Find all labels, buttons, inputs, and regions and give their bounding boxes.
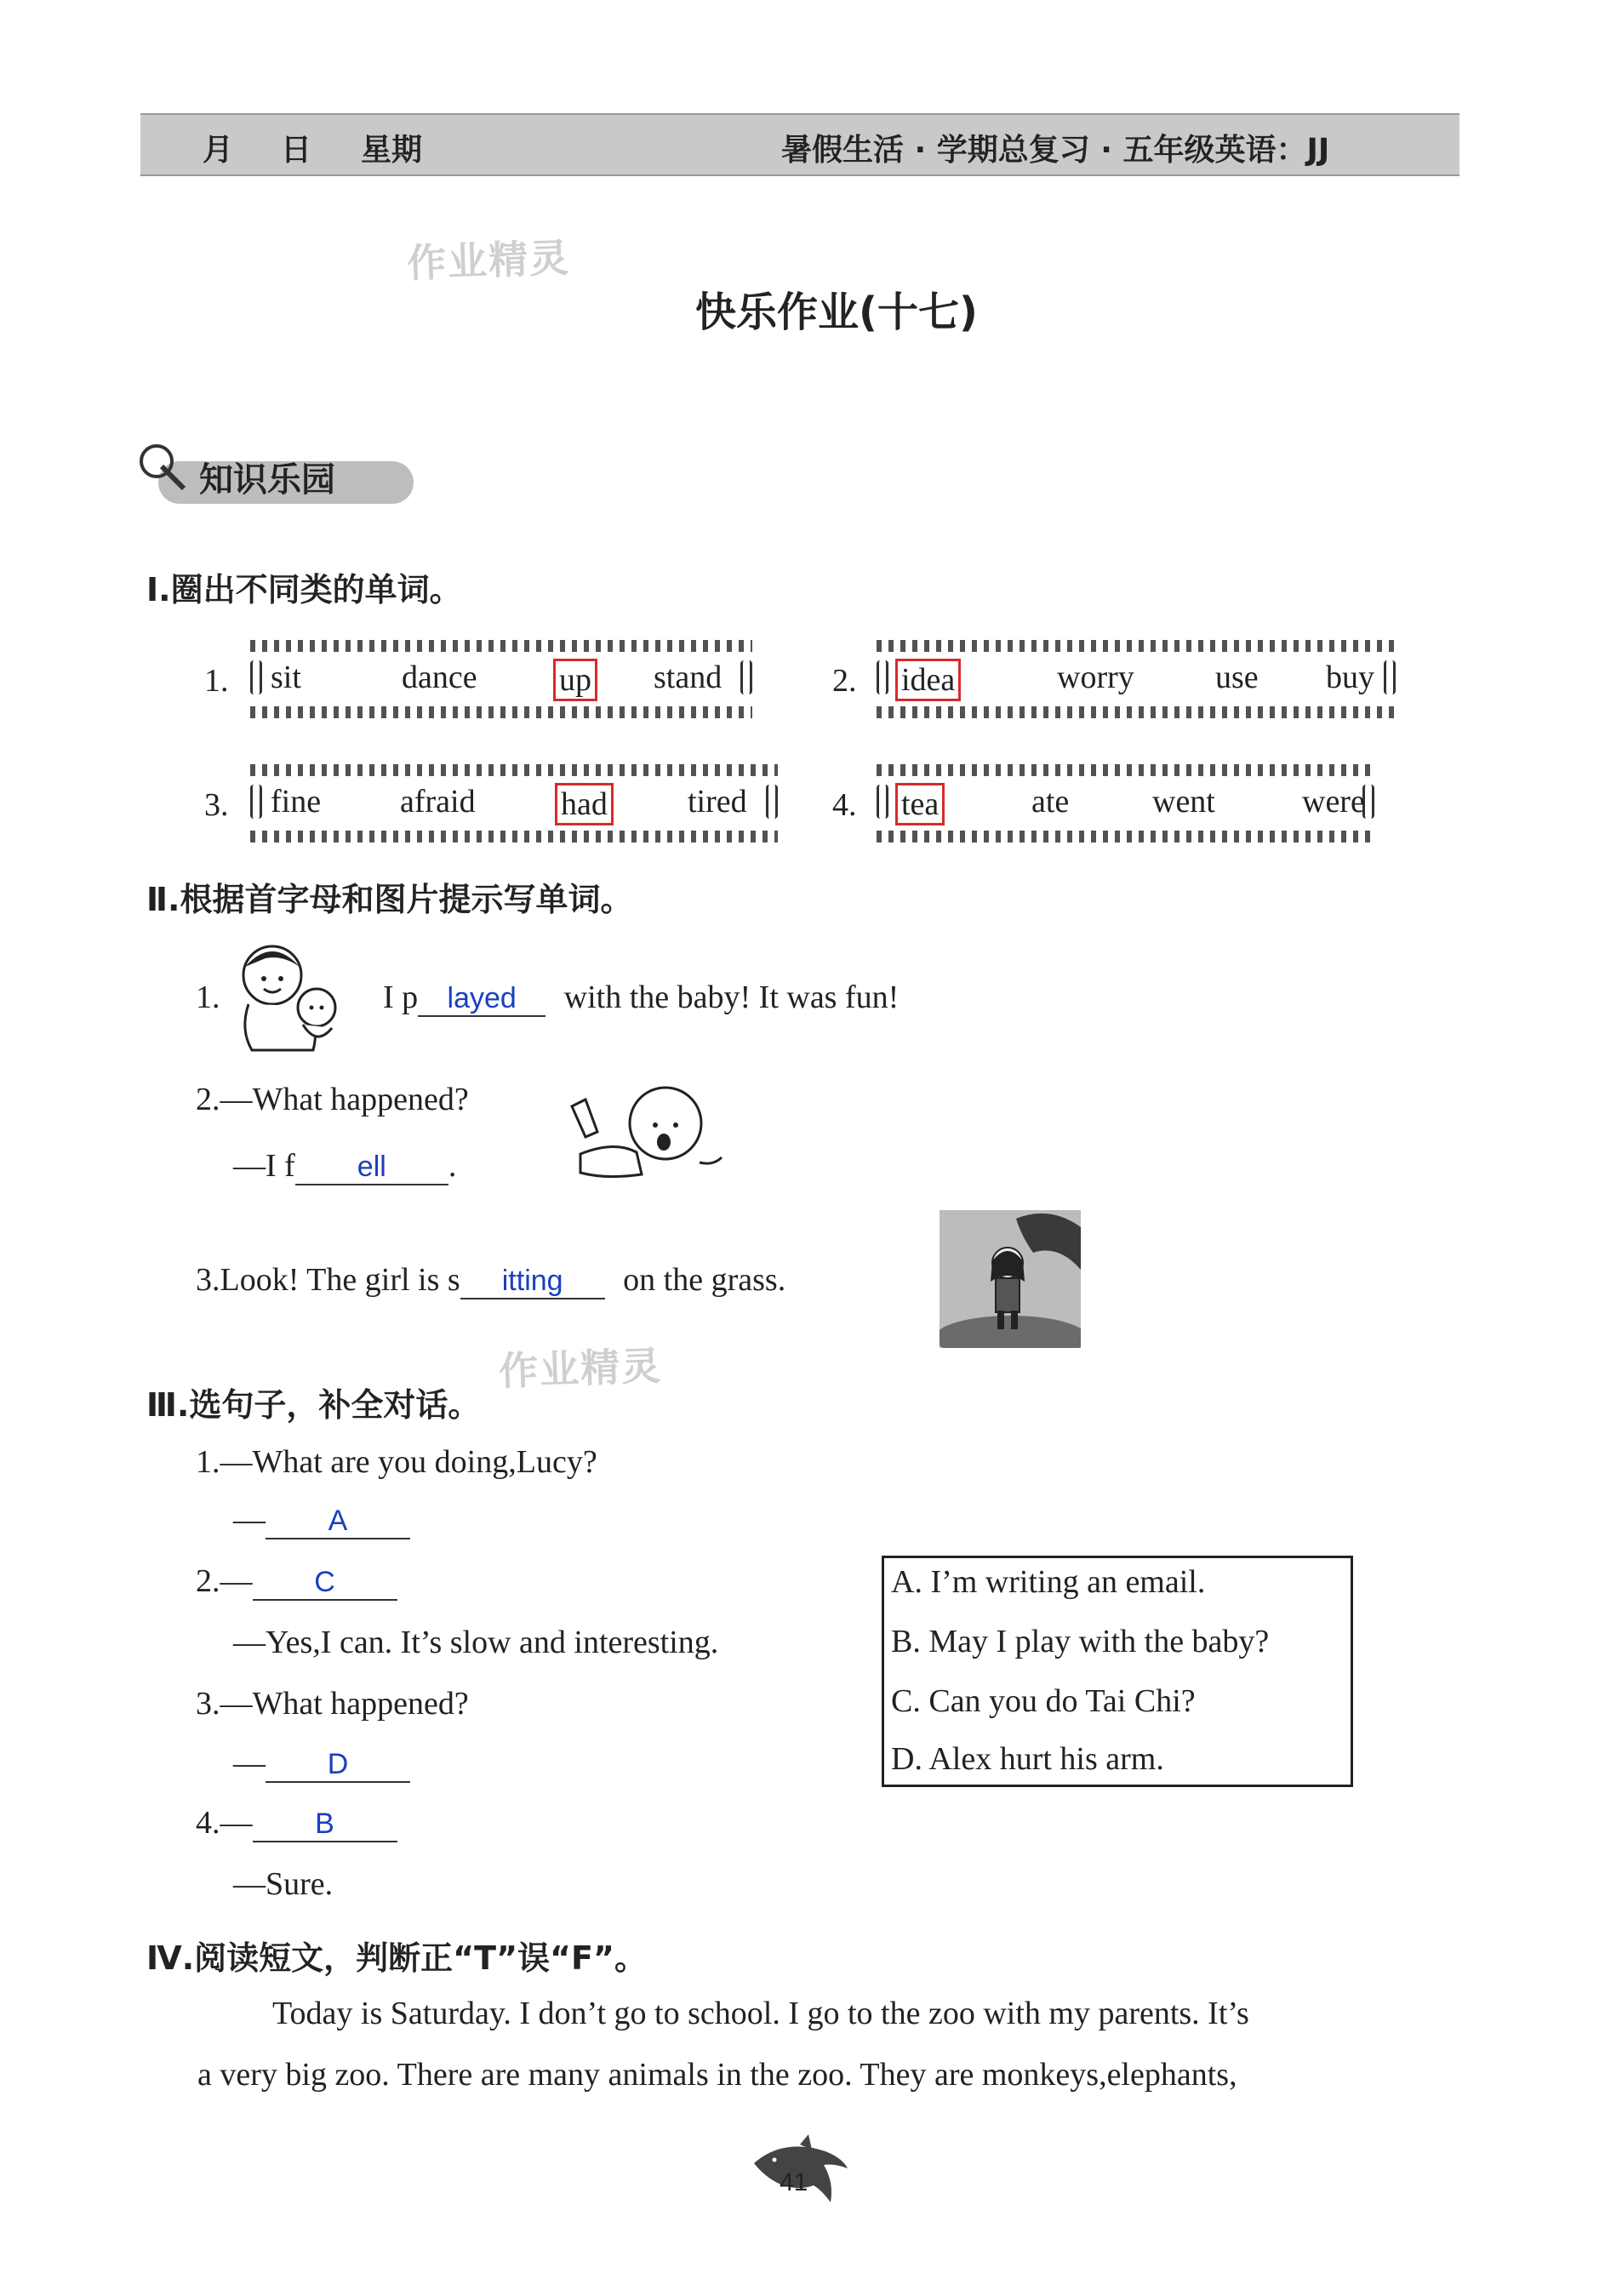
part1-num-4: 4.: [832, 787, 857, 823]
part3-q4-answer: B: [253, 1808, 397, 1842]
watermark-mid: 作业精灵: [498, 1342, 663, 1395]
part2-q2-before: —I f: [233, 1148, 295, 1184]
header-weekday: 星期: [361, 133, 423, 168]
part3-a3-answer: D: [266, 1748, 410, 1783]
part3-q4-num: 4.: [196, 1805, 220, 1841]
part2-q2-line2: [233, 1147, 456, 1185]
part3-q2-answer: C: [253, 1566, 397, 1601]
part2-q3-line: [196, 1261, 785, 1299]
word-3-3-circled: had: [555, 783, 614, 825]
word-group-1: [250, 640, 752, 718]
header-book-title: 暑假生活 · 学期总复习 · 五年级英语：JJ: [781, 133, 1330, 168]
part3-q2-reply: —Yes,I can. It’s slow and interesting.: [233, 1625, 719, 1660]
watermark-top: 作业精灵: [406, 234, 571, 287]
part3-q4: [196, 1804, 397, 1842]
options-box: [882, 1556, 1353, 1787]
part3-heading: Ⅲ.选句子，补全对话。: [146, 1386, 481, 1424]
part2-q1-answer: layed: [418, 982, 545, 1017]
word-4-4: were: [1302, 784, 1365, 820]
part2-heading: Ⅱ.根据首字母和图片提示写单词。: [146, 881, 633, 918]
part3-q1-num: 1.: [196, 1444, 220, 1480]
part2-q2-question: —What happened?: [220, 1082, 469, 1117]
part3-a1: [233, 1501, 410, 1539]
part2-q3-answer: itting: [460, 1265, 605, 1299]
fallen-boy-picture: [563, 1081, 725, 1179]
header-day: 日: [281, 133, 312, 168]
option-a: A. I’m writing an email.: [891, 1564, 1206, 1600]
part2-q1-before: I p: [383, 980, 419, 1015]
word-4-3: went: [1152, 784, 1215, 820]
part3-a1-dash: —: [233, 1502, 266, 1538]
header-month: 月: [203, 133, 234, 168]
part2-q3-num: 3.: [196, 1262, 220, 1298]
section-badge: [136, 443, 417, 511]
word-group-2: [877, 640, 1396, 718]
word-1-3-circled: up: [553, 659, 597, 701]
part3-q1-question: —What are you doing,Lucy?: [220, 1444, 597, 1480]
word-2-1-circled: idea: [895, 659, 961, 701]
word-1-2: dance: [402, 660, 477, 695]
word-group-4: [877, 764, 1374, 842]
part2-q1-after: with the baby! It was fun!: [563, 980, 900, 1015]
part3-q2-dash: —: [220, 1563, 253, 1599]
part1-num-1: 1.: [204, 663, 229, 699]
part3-a3: [233, 1745, 410, 1783]
page-title: 快乐作业(十七): [695, 288, 978, 336]
part2-q2-num: 2.: [196, 1082, 220, 1117]
word-2-2: worry: [1057, 660, 1134, 695]
part2-q3-before: Look! The girl is s: [220, 1262, 460, 1298]
word-3-1: fine: [271, 784, 322, 820]
part1-num-2: 2.: [832, 663, 857, 699]
option-d: D. Alex hurt his arm.: [891, 1741, 1164, 1777]
page-number: 41: [780, 2168, 808, 2196]
word-1-1: sit: [271, 660, 301, 695]
part3-q4-dash: —: [220, 1805, 253, 1841]
word-4-1-circled: tea: [895, 783, 945, 825]
part2-q3-after: on the grass.: [623, 1262, 786, 1298]
reading-line-2: a very big zoo. There are many animals in the zoo. They are monkeys,elephants,: [197, 2057, 1237, 2093]
word-group-3: [250, 764, 778, 842]
part3-q2: [196, 1562, 397, 1601]
word-3-2: afraid: [400, 784, 476, 820]
part3-a3-dash: —: [233, 1745, 266, 1781]
word-3-4: tired: [688, 784, 747, 820]
part3-q3-num: 3.: [196, 1686, 220, 1722]
option-c: C. Can you do Tai Chi?: [891, 1683, 1196, 1719]
word-4-2: ate: [1031, 784, 1070, 820]
girl-on-grass-picture: [940, 1210, 1081, 1348]
part3-q1: [196, 1443, 597, 1481]
part4-heading: Ⅳ.阅读短文，判断正“T”误“F”。: [146, 1939, 647, 1977]
part2-q1-num: 1.: [196, 980, 220, 1015]
part2-q2-line1: [196, 1081, 469, 1118]
reading-line-1: Today is Saturday. I don’t go to school. I go to the zoo with my parents. It’s: [272, 1996, 1249, 2031]
part3-q3: [196, 1685, 469, 1722]
part1-num-3: 3.: [204, 787, 229, 823]
option-b: B. May I play with the baby?: [891, 1624, 1270, 1659]
word-1-4: stand: [654, 660, 723, 695]
word-2-3: use: [1215, 660, 1259, 695]
part2-q2-after: .: [448, 1148, 457, 1184]
part3-q2-num: 2.: [196, 1563, 220, 1599]
part3-q4-reply: —Sure.: [233, 1866, 334, 1902]
part3-q3-question: —What happened?: [220, 1686, 469, 1722]
part2-q2-answer: ell: [295, 1151, 448, 1185]
word-2-4: buy: [1326, 660, 1374, 695]
part3-a1-answer: A: [266, 1505, 410, 1539]
section-badge-label: 知识乐园: [199, 460, 335, 500]
boy-with-baby-picture: [231, 936, 351, 1055]
part1-heading: Ⅰ.圈出不同类的单词。: [146, 571, 462, 608]
part2-q1-line: [383, 979, 899, 1017]
